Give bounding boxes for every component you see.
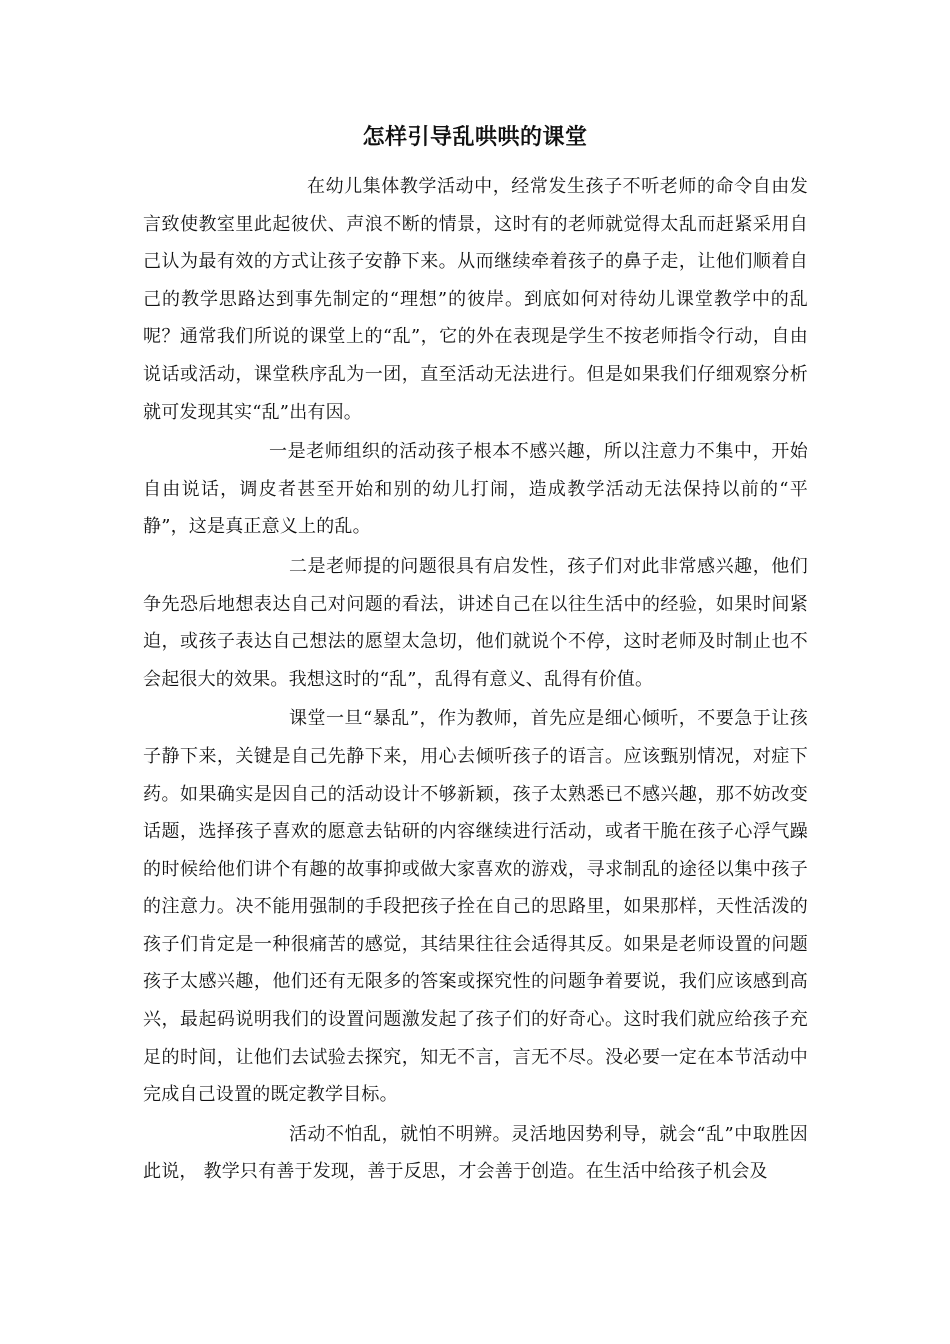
paragraph-conclusion: 活动不怕乱，就怕不明辨。灵活地因势利导，就会“乱”中取胜因此说， 教学只有善于发现，善于反思，才会善于创造。在生活中给孩子机会及	[143, 1123, 808, 1183]
paragraph-intro: 在幼儿集体教学活动中，经常发生孩子不听老师的命令自由发言致使教室里此起彼伏、声浪不断的情景，这时有的老师就觉得太乱而赶紧采用自己认为最有效的方式让孩子安静下来。从而继续牵着孩子的鼻子走，让他们顺着自己的教学思路达到事先制定的“理想”的彼岸。到底如何对待幼儿课堂教学中的乱呢？通常我们所说的课堂上的“乱”，它的外在表现是学生不按老师指令行动，自由说话或活动，课堂秩序乱为一团，直至活动无法进行。但是如果我们仔细观察分析就可发现其实“乱”出有因。	[143, 176, 808, 423]
paragraph-reason-two: 二是老师提的问题很具有启发性，孩子们对此非常感兴趣，他们争先恐后地想表达自己对问题的看法，讲述自己在以往生活中的经验，如果时间紧迫，或孩子表达自己想法的愿望太急切，他们就说个不停，这时老师及时制止也不会起很大的效果。我想这时的“乱”，乱得有意义、乱得有价值。	[143, 555, 808, 690]
paragraph-teacher-response: 课堂一旦“暴乱”，作为教师，首先应是细心倾听，不要急于让孩子静下来，关键是自己先静下来，用心去倾听孩子的语言。应该甄别情况，对症下药。如果确实是因自己的活动设计不够新颖，孩子太熟悉已不感兴趣，那不妨改变话题，选择孩子喜欢的愿意去钻研的内容继续进行活动，或者干脆在孩子心浮气躁的时候给他们讲个有趣的故事抑或做大家喜欢的游戏，寻求制乱的途径以集中孩子的注意力。决不能用强制的手段把孩子拴在自己的思路里，如果那样，天性活泼的孩子们肯定是一种很痛苦的感觉，其结果往往会适得其反。如果是老师设置的问题孩子太感兴趣，他们还有无限多的答案或探究性的问题争着要说，我们应该感到高兴，最起码说明我们的设置问题激发起了孩子们的好奇心。这时我们就应给孩子充足的时间，让他们去试验去探究，知无不言，言无不尽。没必要一定在本节活动中完成自己设置的既定教学目标。	[143, 708, 808, 1106]
document-title: 怎样引导乱哄哄的课堂	[362, 124, 588, 150]
document-body	[143, 168, 808, 1191]
paragraph-reason-one: 一是老师组织的活动孩子根本不感兴趣，所以注意力不集中，开始自由说话，调皮者甚至开始和别的幼儿打闹，造成教学活动无法保持以前的“平静”，这是真正意义上的乱。	[143, 441, 808, 538]
